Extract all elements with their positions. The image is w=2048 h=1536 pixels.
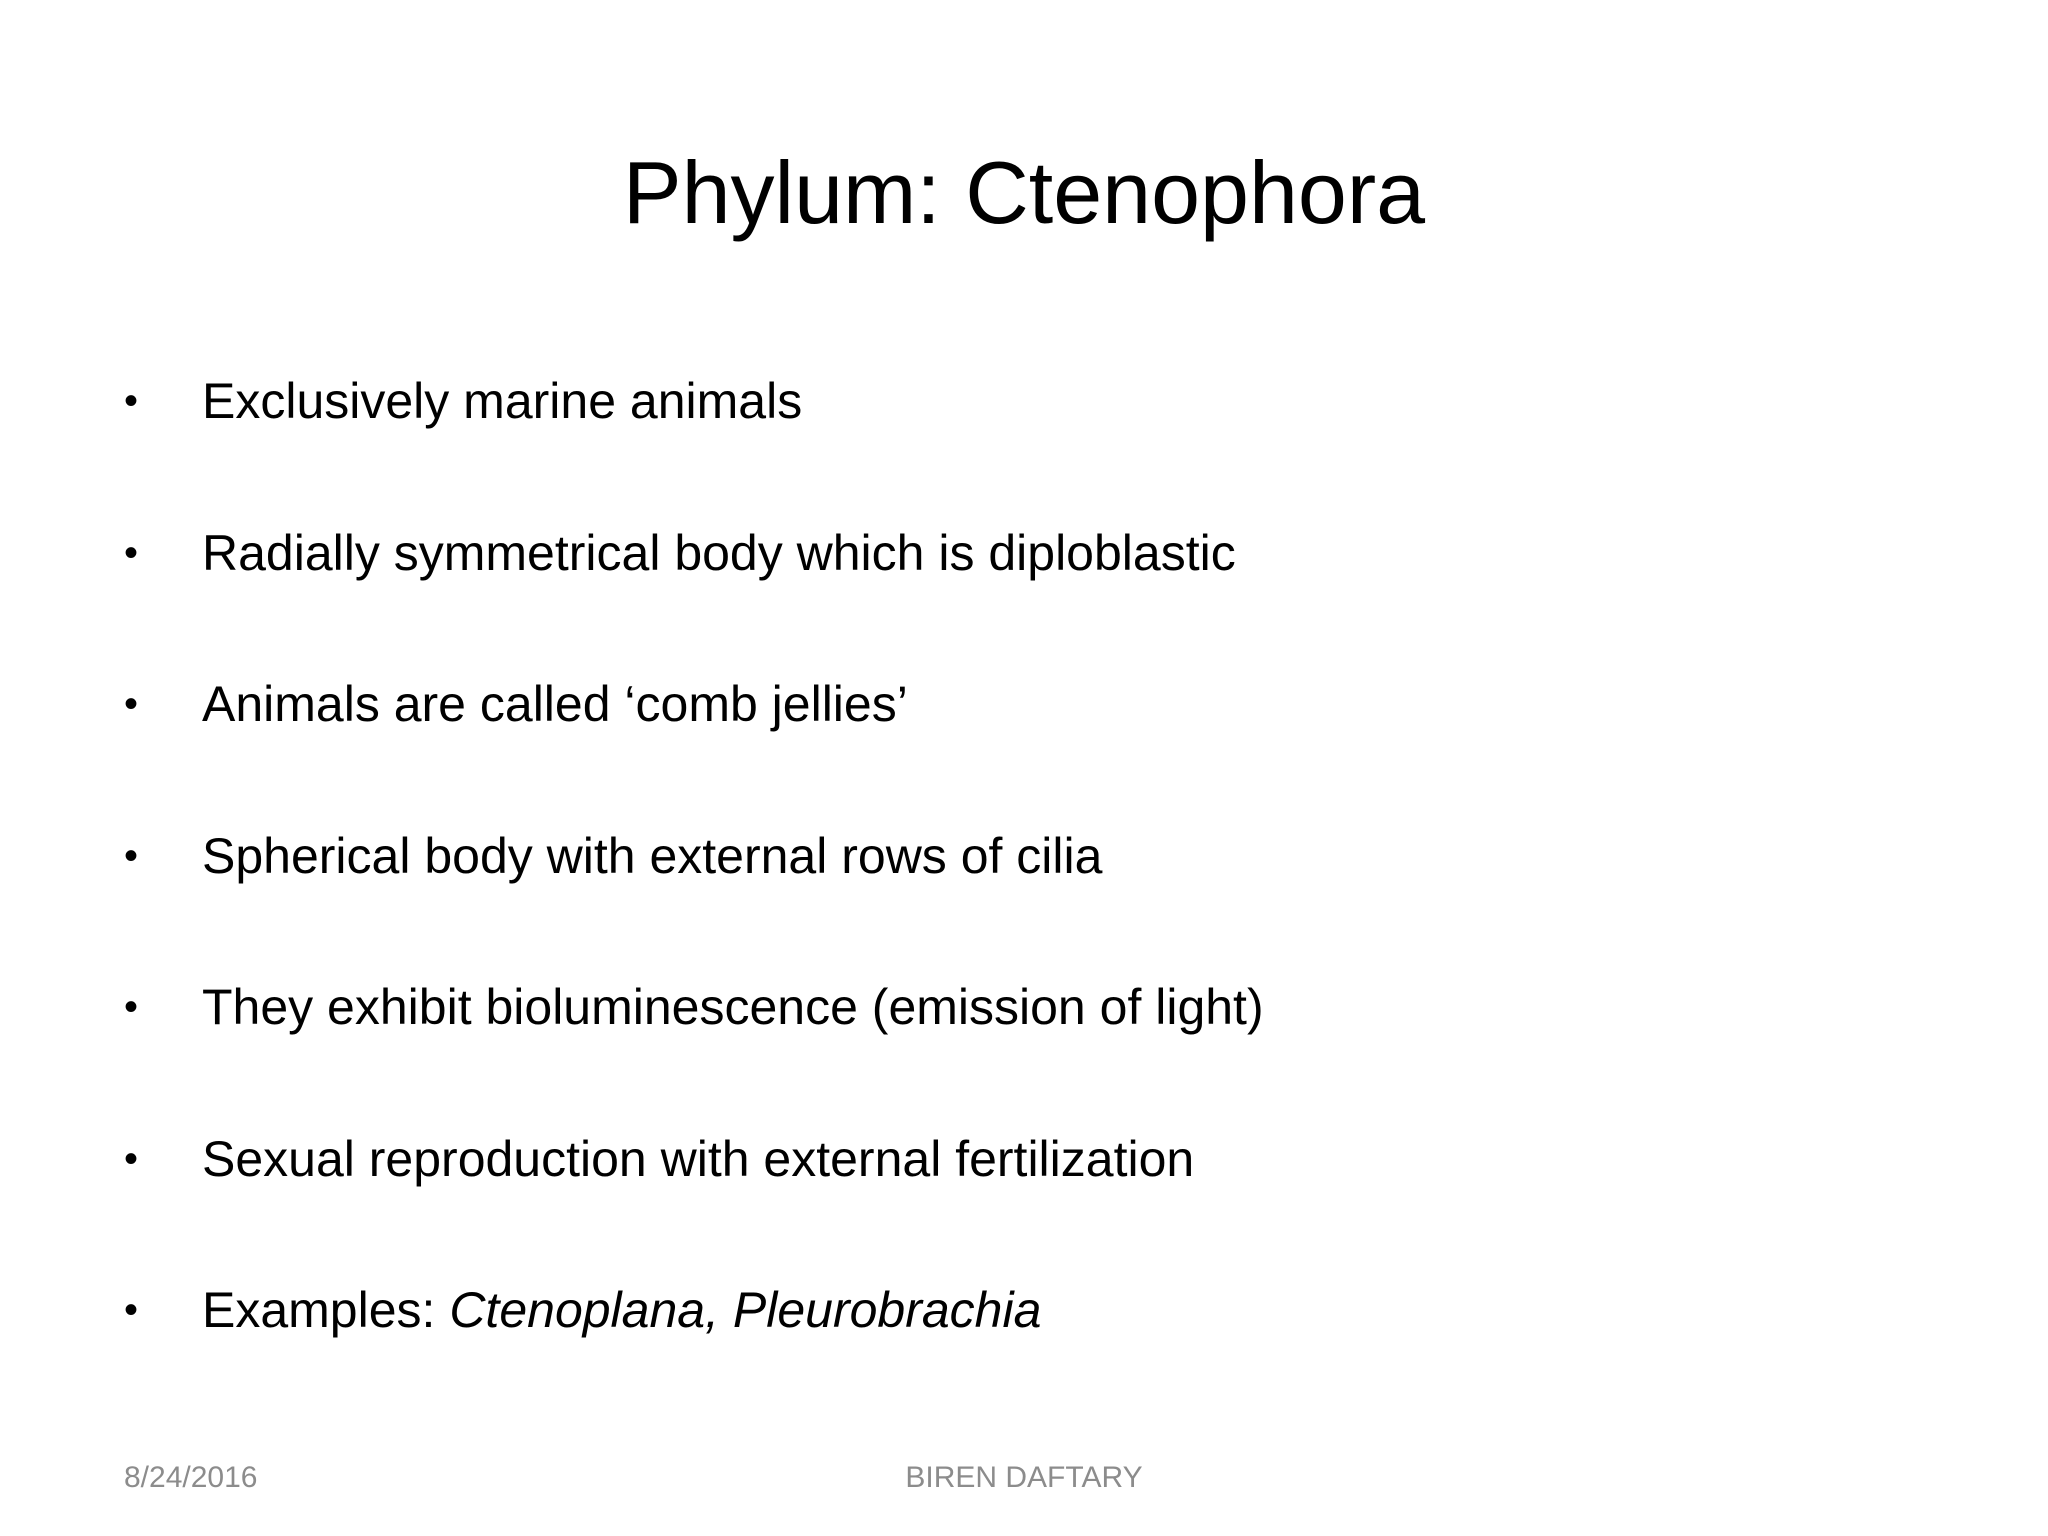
slide-title: Phylum: Ctenophora (622, 143, 1426, 242)
bullet-text: Exclusively marine animals (202, 373, 803, 429)
bullet-item (0, 659, 2048, 811)
bullet-dot-icon: • (124, 682, 139, 726)
bullet-text: Sexual reproduction with external fertilization (202, 1130, 1195, 1187)
bullet-text-italic: Ctenoplana, Pleurobrachia (449, 1282, 1042, 1338)
bullet-item (0, 508, 2048, 660)
bullet-item (0, 962, 2048, 1114)
bullet-dot-icon: • (124, 985, 139, 1029)
bullet-item (0, 1114, 2048, 1266)
footer-author: BIREN DAFTARY (905, 1461, 1143, 1494)
bullet-item (0, 356, 2048, 508)
bullet-text: Examples: (202, 1282, 450, 1338)
bullet-text: They exhibit bioluminescence (emission of light) (202, 979, 1264, 1035)
bullet-text: Animals are called ‘comb jellies’ (202, 676, 908, 732)
bullet-dot-icon: • (124, 379, 139, 423)
bullet-dot-icon: • (124, 1288, 139, 1332)
bullet-text: Radially symmetrical body which is diploblastic (202, 524, 1236, 581)
footer-date: 8/24/2016 (124, 1461, 258, 1494)
bullet-list (0, 356, 2048, 1417)
bullet-item (0, 1265, 2048, 1417)
bullet-dot-icon: • (124, 833, 139, 878)
bullet-dot-icon: • (124, 530, 139, 575)
bullet-dot-icon: • (124, 1136, 139, 1181)
bullet-text: Spherical body with external rows of cilia (202, 827, 1103, 884)
bullet-item (0, 811, 2048, 963)
